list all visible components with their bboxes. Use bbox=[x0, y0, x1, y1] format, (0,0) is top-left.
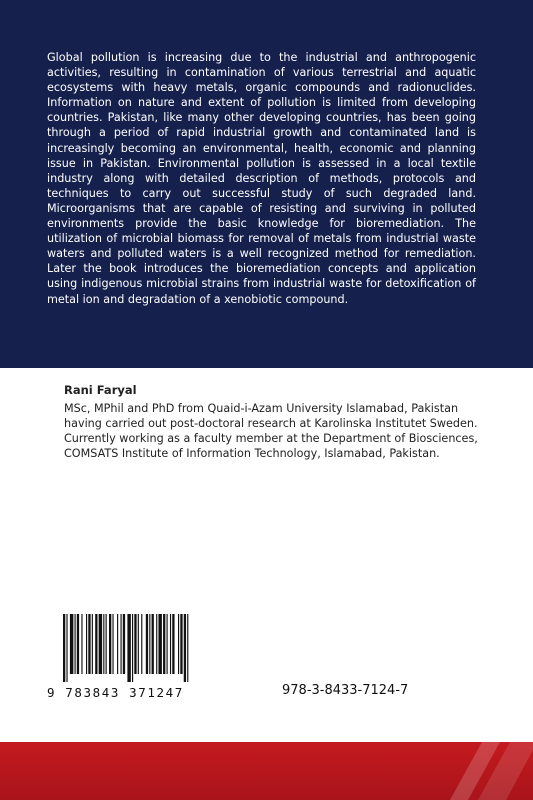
author-bio: MSc, MPhil and PhD from Quaid-i-Azam University Islamabad, Pakistan having carried out post-doctoral research at Karolinska Institutet Sweden. Currently working as a faculty member at the Department of Biosciences, COMSATS Institute of Information Technology, Islamabad, Pakistan. bbox=[64, 402, 478, 461]
barcode bbox=[47, 614, 232, 704]
author-name: Rani Faryal bbox=[64, 383, 137, 397]
barcode-digits: 9 783843 371247 bbox=[47, 685, 184, 700]
publisher-logo-icon bbox=[420, 742, 533, 800]
book-description: Global pollution is increasing due to the industrial and anthropogenic activities, resulting in contamination of various terrestrial and aquatic ecosystems with heavy metals, organic compounds and radionuclides. Information on nature and extent of pollution is limited from developing countries. Pakistan, like many other developing countries, has been going through a period of rapid industrial growth and contaminated land is increasingly becoming an environmental, health, economic and planning issue in Pakistan. Environmental pollution is assessed in a local textile industry along with detailed description of methods, protocols and techniques to carry out successful study of such degraded land. Microorganisms that are capable of resisting and surviving in polluted environments provide the basic knowledge for bioremediation. The utilization of microbial biomass for removal of metals from industrial waste waters and polluted waters is a well recognized method for remediation. Later the book introduces the bioremediation concepts and application using indigenous microbial strains from industrial waste for detoxification of metal ion and degradation of a xenobiotic compound. bbox=[47, 51, 476, 306]
blurb-panel bbox=[0, 0, 533, 368]
isbn-number: 978-3-8433-7124-7 bbox=[282, 683, 409, 698]
barcode-icon bbox=[63, 614, 231, 682]
